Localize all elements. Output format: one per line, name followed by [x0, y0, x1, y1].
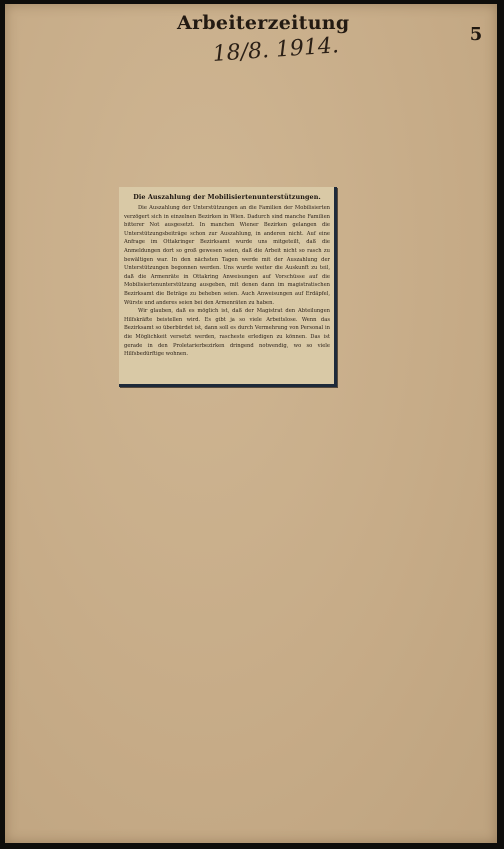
newspaper-title: Arbeiterzeitung	[177, 12, 350, 34]
newspaper-clipping	[119, 187, 337, 387]
archive-sheet	[5, 4, 497, 843]
article-headline: Die Auszahlung der Mobilisiertenunterstützungen.	[133, 193, 321, 201]
article-paragraph-1: Die Auszahlung der Unterstützungen an die Familien der Mobilisierten verzögert sich in einzelnen Bezirken in Wien. Dadurch sind manche Familien bitterer Not ausgesetzt. In manchen Wiener Bezirken gelangen die Unterstützungsbeiträge schon zur Auszahlung, in anderen nicht. Auf eine Anfrage im Ottakringer Bezirksamt wurde uns mitgeteilt, daß die Anmeldungen dort so groß gewesen seien, daß die Arbeit nicht so rasch zu bewältigen war. In den nächsten Tagen werde mit der Auszahlung der Unterstützungen begonnen werden. Uns wurde weiter die Auskunft zu teil, daß die Armenräte in Ottakring Anweisungen auf Vorschüsse auf die Mobilisiertenunterstützung ausgeben, mit denen dann im magistratischen Bezirksamt die Beträge zu beheben seien. Auch Anweisungen auf Erdäpfel, Würste und anderes seien bei den Armenräten zu haben.	[124, 205, 330, 306]
handwritten-date: 18/8. 1914.	[211, 33, 340, 67]
article-paragraph-2: Wir glauben, daß es möglich ist, daß der Magistrat den Abteilungen Hilfskräfte beistellen wird. Es gibt ja so viele Arbeitslose. Wenn das Bezirksamt so überbürdet ist, dann soll es durch Vermehrung von Personal in die Möglichkeit versetzt werden, rascheste erledigen zu können. Das ist gerade in den Proletarierbezirken dringend notwendig, wo so viele Hilfsbedürftige wohnen.	[124, 308, 330, 358]
page-number: 5	[469, 24, 483, 45]
